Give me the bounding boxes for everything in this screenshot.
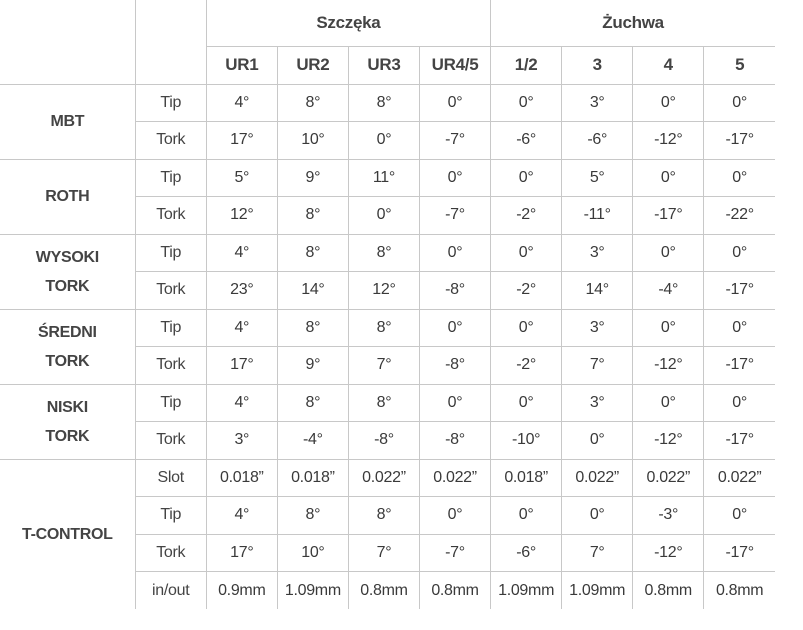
column-header: 1/2 bbox=[491, 46, 562, 84]
value-cell: 11° bbox=[348, 159, 419, 197]
value-cell: 1.09mm bbox=[562, 572, 633, 610]
value-cell: 9° bbox=[277, 159, 348, 197]
table-row bbox=[0, 459, 775, 497]
value-cell: 0° bbox=[633, 84, 704, 122]
value-cell: -8° bbox=[419, 347, 490, 385]
row-label: Tork bbox=[135, 534, 206, 572]
value-cell: -17° bbox=[704, 272, 775, 310]
value-cell: 0° bbox=[704, 84, 775, 122]
value-cell: 0° bbox=[704, 497, 775, 535]
value-cell: 3° bbox=[562, 84, 633, 122]
row-label: Tip bbox=[135, 159, 206, 197]
value-cell: 5° bbox=[562, 159, 633, 197]
value-cell: 5° bbox=[206, 159, 277, 197]
value-cell: 0.022” bbox=[419, 459, 490, 497]
row-label: Tip bbox=[135, 384, 206, 422]
value-cell: 8° bbox=[277, 309, 348, 347]
value-cell: 3° bbox=[562, 234, 633, 272]
value-cell: 0° bbox=[491, 84, 562, 122]
value-cell: 0.8mm bbox=[633, 572, 704, 610]
value-cell: 0° bbox=[633, 384, 704, 422]
value-cell: 8° bbox=[348, 234, 419, 272]
value-cell: -17° bbox=[704, 422, 775, 460]
value-cell: 7° bbox=[348, 534, 419, 572]
value-cell: -8° bbox=[419, 422, 490, 460]
value-cell: 0° bbox=[704, 384, 775, 422]
value-cell: 0° bbox=[704, 234, 775, 272]
prescription-name: ŚREDNI TORK bbox=[0, 309, 135, 384]
row-label: Tork bbox=[135, 122, 206, 160]
value-cell: 4° bbox=[206, 234, 277, 272]
prescription-name: NISKI TORK bbox=[0, 384, 135, 459]
value-cell: -4° bbox=[633, 272, 704, 310]
value-cell: -2° bbox=[491, 272, 562, 310]
row-label: Tork bbox=[135, 347, 206, 385]
value-cell: 0° bbox=[491, 309, 562, 347]
corner-cell bbox=[0, 46, 135, 84]
value-cell: 0° bbox=[562, 497, 633, 535]
value-cell: 4° bbox=[206, 384, 277, 422]
value-cell: -7° bbox=[419, 197, 490, 235]
value-cell: 0.8mm bbox=[704, 572, 775, 610]
value-cell: -7° bbox=[419, 534, 490, 572]
column-header: 5 bbox=[704, 46, 775, 84]
value-cell: -17° bbox=[704, 122, 775, 160]
row-label: Tork bbox=[135, 197, 206, 235]
value-cell: -10° bbox=[491, 422, 562, 460]
value-cell: 23° bbox=[206, 272, 277, 310]
prescription-name: WYSOKI TORK bbox=[0, 234, 135, 309]
value-cell: 0° bbox=[419, 497, 490, 535]
value-cell: 0° bbox=[348, 122, 419, 160]
value-cell: -8° bbox=[419, 272, 490, 310]
value-cell: 8° bbox=[348, 309, 419, 347]
value-cell: 12° bbox=[348, 272, 419, 310]
table-row bbox=[0, 234, 775, 272]
group-header-lower: Żuchwa bbox=[491, 0, 775, 46]
column-header: UR4/5 bbox=[419, 46, 490, 84]
value-cell: 0° bbox=[419, 234, 490, 272]
value-cell: 17° bbox=[206, 534, 277, 572]
row-label: in/out bbox=[135, 572, 206, 610]
value-cell: 8° bbox=[277, 497, 348, 535]
column-header: UR3 bbox=[348, 46, 419, 84]
value-cell: -17° bbox=[633, 197, 704, 235]
value-cell: -8° bbox=[348, 422, 419, 460]
value-cell: 7° bbox=[562, 347, 633, 385]
value-cell: -12° bbox=[633, 422, 704, 460]
value-cell: 0.022” bbox=[348, 459, 419, 497]
corner-cell bbox=[135, 0, 206, 46]
value-cell: 8° bbox=[348, 84, 419, 122]
value-cell: -12° bbox=[633, 347, 704, 385]
prescription-name: ROTH bbox=[0, 159, 135, 234]
value-cell: 8° bbox=[348, 384, 419, 422]
value-cell: 3° bbox=[206, 422, 277, 460]
value-cell: 0° bbox=[491, 497, 562, 535]
value-cell: -17° bbox=[704, 347, 775, 385]
value-cell: 17° bbox=[206, 347, 277, 385]
value-cell: 8° bbox=[277, 234, 348, 272]
value-cell: 0.8mm bbox=[348, 572, 419, 610]
value-cell: 0° bbox=[419, 309, 490, 347]
row-label: Slot bbox=[135, 459, 206, 497]
value-cell: -22° bbox=[704, 197, 775, 235]
value-cell: 0° bbox=[419, 384, 490, 422]
value-cell: 8° bbox=[277, 384, 348, 422]
value-cell: 0.018” bbox=[491, 459, 562, 497]
row-label: Tip bbox=[135, 84, 206, 122]
value-cell: -3° bbox=[633, 497, 704, 535]
value-cell: 17° bbox=[206, 122, 277, 160]
table-row bbox=[0, 384, 775, 422]
value-cell: 8° bbox=[277, 197, 348, 235]
prescription-name: T-CONTROL bbox=[0, 459, 135, 609]
table-row bbox=[0, 309, 775, 347]
row-label: Tork bbox=[135, 272, 206, 310]
value-cell: 0.9mm bbox=[206, 572, 277, 610]
value-cell: 0° bbox=[491, 159, 562, 197]
prescription-name: MBT bbox=[0, 84, 135, 159]
group-header-upper: Szczęka bbox=[206, 0, 490, 46]
value-cell: -6° bbox=[491, 122, 562, 160]
value-cell: 0.8mm bbox=[419, 572, 490, 610]
value-cell: 0.022” bbox=[704, 459, 775, 497]
value-cell: 8° bbox=[348, 497, 419, 535]
value-cell: 0° bbox=[419, 84, 490, 122]
value-cell: 0.022” bbox=[633, 459, 704, 497]
value-cell: -11° bbox=[562, 197, 633, 235]
value-cell: 0° bbox=[491, 384, 562, 422]
row-label: Tork bbox=[135, 422, 206, 460]
value-cell: 10° bbox=[277, 122, 348, 160]
value-cell: 14° bbox=[277, 272, 348, 310]
value-cell: 0° bbox=[348, 197, 419, 235]
value-cell: 0° bbox=[633, 234, 704, 272]
value-cell: 0° bbox=[562, 422, 633, 460]
column-header: 4 bbox=[633, 46, 704, 84]
value-cell: 0.022” bbox=[562, 459, 633, 497]
value-cell: 0° bbox=[633, 309, 704, 347]
row-label: Tip bbox=[135, 234, 206, 272]
corner-cell bbox=[0, 0, 135, 46]
value-cell: 0° bbox=[633, 159, 704, 197]
value-cell: -12° bbox=[633, 534, 704, 572]
value-cell: -6° bbox=[562, 122, 633, 160]
value-cell: 14° bbox=[562, 272, 633, 310]
row-label: Tip bbox=[135, 309, 206, 347]
table-row bbox=[0, 159, 775, 197]
value-cell: 4° bbox=[206, 497, 277, 535]
corner-cell bbox=[135, 46, 206, 84]
value-cell: -6° bbox=[491, 534, 562, 572]
value-cell: -7° bbox=[419, 122, 490, 160]
row-label: Tip bbox=[135, 497, 206, 535]
value-cell: 8° bbox=[277, 84, 348, 122]
value-cell: 1.09mm bbox=[277, 572, 348, 610]
value-cell: 0° bbox=[704, 309, 775, 347]
column-header: 3 bbox=[562, 46, 633, 84]
value-cell: 3° bbox=[562, 384, 633, 422]
value-cell: 10° bbox=[277, 534, 348, 572]
value-cell: 0° bbox=[704, 159, 775, 197]
value-cell: 0° bbox=[419, 159, 490, 197]
value-cell: 7° bbox=[348, 347, 419, 385]
value-cell: 0.018” bbox=[206, 459, 277, 497]
value-cell: 4° bbox=[206, 309, 277, 347]
value-cell: 0.018” bbox=[277, 459, 348, 497]
value-cell: 4° bbox=[206, 84, 277, 122]
value-cell: -2° bbox=[491, 347, 562, 385]
table-row bbox=[0, 84, 775, 122]
value-cell: 0° bbox=[491, 234, 562, 272]
value-cell: 9° bbox=[277, 347, 348, 385]
value-cell: 1.09mm bbox=[491, 572, 562, 610]
column-header: UR2 bbox=[277, 46, 348, 84]
value-cell: -12° bbox=[633, 122, 704, 160]
value-cell: 3° bbox=[562, 309, 633, 347]
value-cell: -17° bbox=[704, 534, 775, 572]
value-cell: 12° bbox=[206, 197, 277, 235]
value-cell: 7° bbox=[562, 534, 633, 572]
column-header: UR1 bbox=[206, 46, 277, 84]
value-cell: -2° bbox=[491, 197, 562, 235]
value-cell: -4° bbox=[277, 422, 348, 460]
